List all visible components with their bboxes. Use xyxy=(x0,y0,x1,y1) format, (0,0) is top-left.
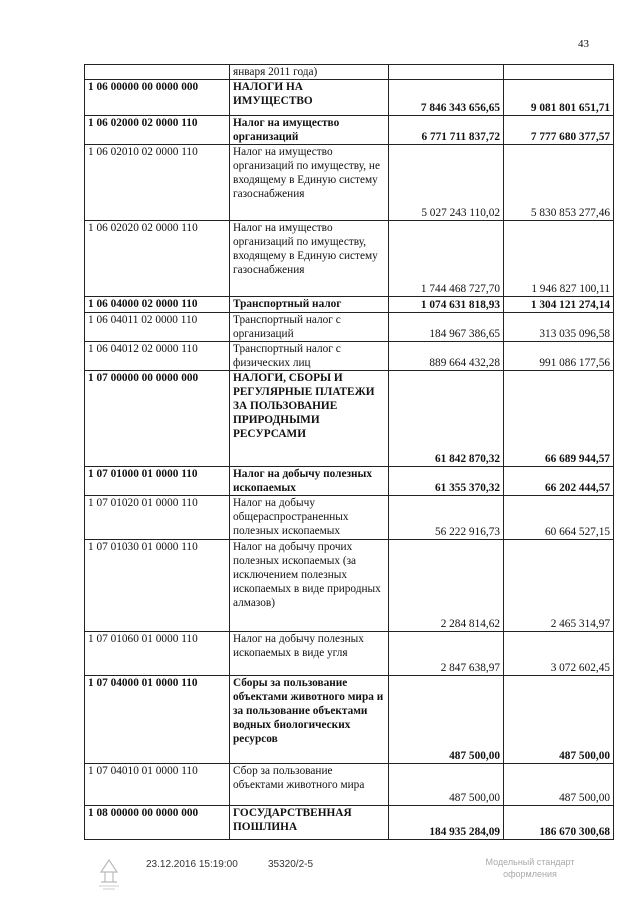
budget-code-cell: 1 06 04000 02 0000 110 xyxy=(85,297,230,313)
budget-code-cell: 1 06 04012 02 0000 110 xyxy=(85,342,230,371)
amount-second-cell: 66 202 444,57 xyxy=(504,467,614,496)
amount-first-cell: 1 074 631 818,93 xyxy=(389,297,504,313)
table-row xyxy=(85,632,614,676)
amount-second-cell: 66 689 944,57 xyxy=(504,371,614,467)
amount-second-cell: 2 465 314,97 xyxy=(504,540,614,632)
budget-code-cell: 1 07 04010 01 0000 110 xyxy=(85,764,230,806)
table-row xyxy=(85,496,614,540)
item-name-cell: Сбор за пользование объектами животного мира xyxy=(230,764,389,806)
page-number: 43 xyxy=(578,38,589,50)
table-row xyxy=(85,116,614,145)
footer-watermark-stamp: Модельный стандарт оформления xyxy=(485,857,575,879)
item-name-cell: Налог на имущество организаций по имуществу, не входящему в Единую систему газоснабжения xyxy=(230,145,389,221)
amount-second-cell: 186 670 300,68 xyxy=(504,806,614,840)
table-row xyxy=(85,342,614,371)
table-row xyxy=(85,145,614,221)
budget-code-cell: 1 07 01020 01 0000 110 xyxy=(85,496,230,540)
amount-second-cell: 1 304 121 274,14 xyxy=(504,297,614,313)
amount-second-cell: 991 086 177,56 xyxy=(504,342,614,371)
item-name-cell: ГОСУДАРСТВЕННАЯ ПОШЛИНА xyxy=(230,806,389,840)
table-row xyxy=(85,221,614,297)
table-row xyxy=(85,313,614,342)
amount-second-cell: 9 081 801 651,71 xyxy=(504,80,614,116)
item-name-cell: Налог на добычу общераспространенных полезных ископаемых xyxy=(230,496,389,540)
item-name-cell: Налог на добычу полезных ископаемых xyxy=(230,467,389,496)
amount-second-cell: 60 664 527,15 xyxy=(504,496,614,540)
budget-code-cell: 1 06 02000 02 0000 110 xyxy=(85,116,230,145)
amount-second-cell: 313 035 096,58 xyxy=(504,313,614,342)
item-name-cell: января 2011 года) xyxy=(230,65,389,80)
amount-first-cell: 889 664 432,28 xyxy=(389,342,504,371)
item-name-cell: Налог на имущество организаций по имуществу, входящему в Единую систему газоснабжения xyxy=(230,221,389,297)
budget-code-cell: 1 07 04000 01 0000 110 xyxy=(85,676,230,764)
budget-code-cell: 1 06 02020 02 0000 110 xyxy=(85,221,230,297)
amount-second-cell xyxy=(504,65,614,80)
table-row xyxy=(85,80,614,116)
budget-code-cell: 1 06 04011 02 0000 110 xyxy=(85,313,230,342)
item-name-cell: Налог на добычу полезных ископаемых в виде угля xyxy=(230,632,389,676)
amount-second-cell: 487 500,00 xyxy=(504,764,614,806)
table-row xyxy=(85,676,614,764)
amount-first-cell: 56 222 916,73 xyxy=(389,496,504,540)
item-name-cell: Налог на добычу прочих полезных ископаемых (за исключением полезных ископаемых в виде природных алмазов) xyxy=(230,540,389,632)
budget-table xyxy=(84,64,614,840)
item-name-cell: Сборы за пользование объектами животного мира и за пользование объектами водных биологических ресурсов xyxy=(230,676,389,764)
budget-code-cell xyxy=(85,65,230,80)
amount-first-cell: 1 744 468 727,70 xyxy=(389,221,504,297)
budget-code-cell: 1 08 00000 00 0000 000 xyxy=(85,806,230,840)
table-row xyxy=(85,467,614,496)
amount-first-cell: 184 967 386,65 xyxy=(389,313,504,342)
amount-first-cell: 2 847 638,97 xyxy=(389,632,504,676)
item-name-cell: Транспортный налог с организаций xyxy=(230,313,389,342)
table-row xyxy=(85,297,614,313)
amount-second-cell: 3 072 602,45 xyxy=(504,632,614,676)
amount-first-cell: 487 500,00 xyxy=(389,676,504,764)
table-row xyxy=(85,764,614,806)
amount-first-cell xyxy=(389,65,504,80)
table-row xyxy=(85,371,614,467)
amount-first-cell: 7 846 343 656,65 xyxy=(389,80,504,116)
budget-code-cell: 1 07 01030 01 0000 110 xyxy=(85,540,230,632)
footer-timestamp: 23.12.2016 15:19:00 xyxy=(146,859,238,870)
budget-code-cell: 1 07 01000 01 0000 110 xyxy=(85,467,230,496)
table-body xyxy=(85,65,614,840)
amount-first-cell: 6 771 711 837,72 xyxy=(389,116,504,145)
page-footer xyxy=(0,856,640,896)
amount-first-cell: 61 842 870,32 xyxy=(389,371,504,467)
amount-first-cell: 61 355 370,32 xyxy=(389,467,504,496)
amount-first-cell: 184 935 284,09 xyxy=(389,806,504,840)
amount-first-cell: 2 284 814,62 xyxy=(389,540,504,632)
item-name-cell: Транспортный налог с физических лиц xyxy=(230,342,389,371)
emblem-icon xyxy=(95,856,123,897)
table-row xyxy=(85,65,614,80)
table-row xyxy=(85,806,614,840)
amount-second-cell: 7 777 680 377,57 xyxy=(504,116,614,145)
budget-code-cell: 1 07 00000 00 0000 000 xyxy=(85,371,230,467)
item-name-cell: НАЛОГИ НА ИМУЩЕСТВО xyxy=(230,80,389,116)
amount-second-cell: 1 946 827 100,11 xyxy=(504,221,614,297)
item-name-cell: Налог на имущество организаций xyxy=(230,116,389,145)
item-name-cell: НАЛОГИ, СБОРЫ И РЕГУЛЯРНЫЕ ПЛАТЕЖИ ЗА ПОЛЬЗОВАНИЕ ПРИРОДНЫМИ РЕСУРСАМИ xyxy=(230,371,389,467)
budget-code-cell: 1 07 01060 01 0000 110 xyxy=(85,632,230,676)
budget-code-cell: 1 06 02010 02 0000 110 xyxy=(85,145,230,221)
item-name-cell: Транспортный налог xyxy=(230,297,389,313)
budget-code-cell: 1 06 00000 00 0000 000 xyxy=(85,80,230,116)
amount-first-cell: 5 027 243 110,02 xyxy=(389,145,504,221)
amount-second-cell: 5 830 853 277,46 xyxy=(504,145,614,221)
table-row xyxy=(85,540,614,632)
amount-second-cell: 487 500,00 xyxy=(504,676,614,764)
footer-doc-code: 35320/2-5 xyxy=(268,859,314,870)
amount-first-cell: 487 500,00 xyxy=(389,764,504,806)
